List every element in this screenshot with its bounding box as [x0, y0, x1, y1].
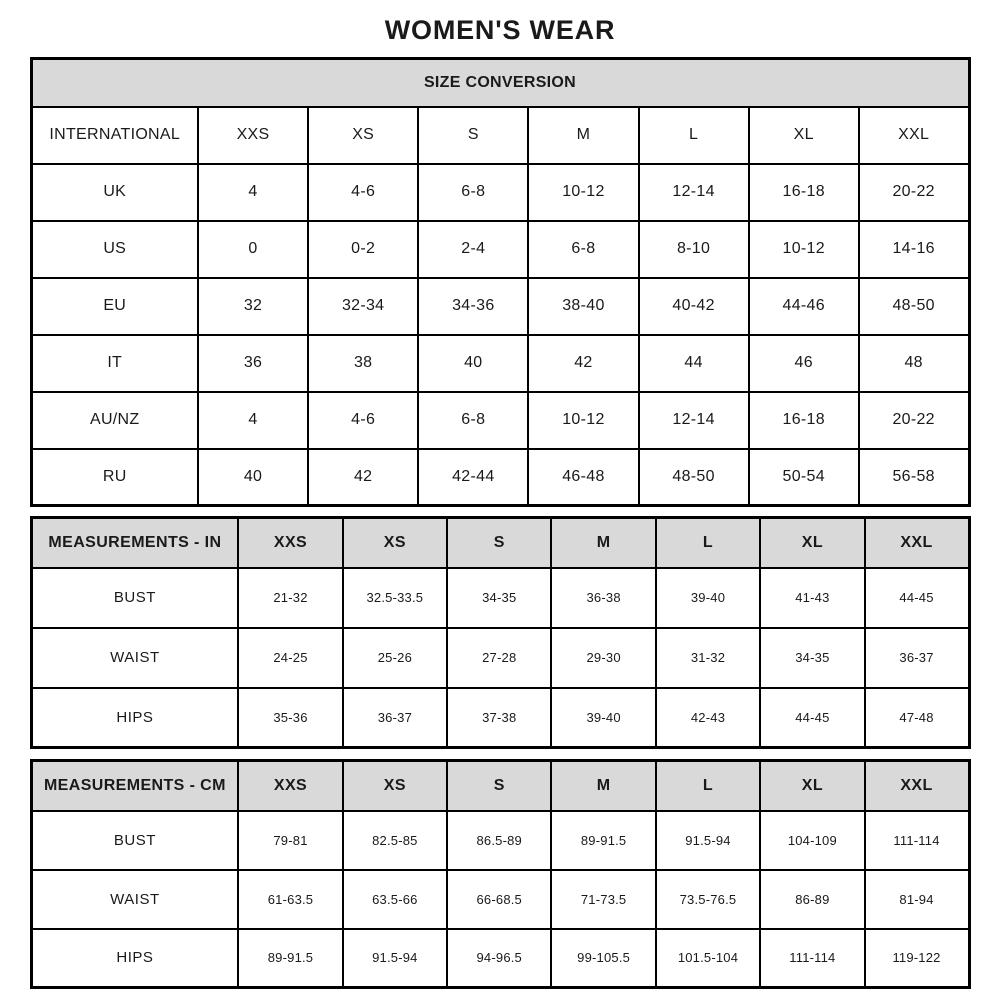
row-label-uk: UK: [31, 164, 198, 221]
conversion-value-cell: 6-8: [418, 392, 528, 449]
row-label-bust: BUST: [31, 568, 238, 628]
row-label-waist: WAIST: [31, 628, 238, 688]
conversion-value-cell: 16-18: [749, 392, 859, 449]
table-row-waist-cm: [31, 870, 969, 929]
measurement-value-cell: 71-73.5: [551, 870, 655, 929]
conversion-value-cell: 40-42: [639, 278, 749, 335]
measurement-value-cell: 41-43: [760, 568, 864, 628]
size-guide-page: [30, 0, 971, 989]
table-row-hips-in: [31, 688, 969, 748]
conversion-value-cell: 4-6: [308, 392, 418, 449]
measurement-value-cell: 39-40: [656, 568, 760, 628]
measurement-value-cell: 91.5-94: [656, 811, 760, 870]
measurements-in-header-row: [31, 518, 969, 568]
size-header-cell: XS: [308, 107, 418, 164]
size-header-cell: XXL: [865, 518, 969, 568]
conversion-value-cell: 42-44: [418, 449, 528, 506]
measurement-value-cell: 31-32: [656, 628, 760, 688]
measurement-value-cell: 27-28: [447, 628, 551, 688]
conversion-value-cell: 32-34: [308, 278, 418, 335]
conversion-value-cell: 20-22: [859, 392, 969, 449]
conversion-value-cell: 10-12: [749, 221, 859, 278]
conversion-value-cell: 46: [749, 335, 859, 392]
conversion-value-cell: 44-46: [749, 278, 859, 335]
table-row-bust-in: [31, 568, 969, 628]
conversion-value-cell: 44: [639, 335, 749, 392]
conversion-value-cell: 14-16: [859, 221, 969, 278]
measurement-value-cell: 79-81: [238, 811, 342, 870]
conversion-value-cell: 4-6: [308, 164, 418, 221]
size-header-cell: XS: [343, 518, 447, 568]
table-row-bust-cm: [31, 811, 969, 870]
row-label-us: US: [31, 221, 198, 278]
page-title: WOMEN'S WEAR: [384, 15, 616, 45]
measurement-value-cell: 34-35: [760, 628, 864, 688]
size-header-cell: XXS: [198, 107, 308, 164]
conversion-value-cell: 38: [308, 335, 418, 392]
table-row-aunz: [31, 392, 969, 449]
measurement-value-cell: 21-32: [238, 568, 342, 628]
size-header-cell: S: [418, 107, 528, 164]
measurement-value-cell: 86.5-89: [447, 811, 551, 870]
measurement-value-cell: 39-40: [551, 688, 655, 748]
measurement-value-cell: 24-25: [238, 628, 342, 688]
measurement-value-cell: 82.5-85: [343, 811, 447, 870]
size-header-cell: XXS: [238, 518, 342, 568]
row-label-aunz: AU/NZ: [31, 392, 198, 449]
row-label-bust: BUST: [31, 811, 238, 870]
measurement-value-cell: 119-122: [865, 929, 969, 988]
conversion-value-cell: 34-36: [418, 278, 528, 335]
row-label-eu: EU: [31, 278, 198, 335]
international-header-row: [31, 107, 969, 164]
row-label-it: IT: [31, 335, 198, 392]
size-header-cell: M: [551, 761, 655, 811]
measurement-value-cell: 44-45: [865, 568, 969, 628]
conversion-value-cell: 48-50: [639, 449, 749, 506]
measurement-value-cell: 66-68.5: [447, 870, 551, 929]
row-label-waist: WAIST: [31, 870, 238, 929]
size-header-cell: XXL: [859, 107, 969, 164]
measurement-value-cell: 63.5-66: [343, 870, 447, 929]
measurement-value-cell: 94-96.5: [447, 929, 551, 988]
measurement-value-cell: 47-48: [865, 688, 969, 748]
conversion-value-cell: 56-58: [859, 449, 969, 506]
conversion-value-cell: 16-18: [749, 164, 859, 221]
conversion-value-cell: 50-54: [749, 449, 859, 506]
measurements-cm-title: MEASUREMENTS - CM: [31, 761, 238, 811]
conversion-value-cell: 6-8: [528, 221, 638, 278]
measurement-value-cell: 35-36: [238, 688, 342, 748]
row-label-international: INTERNATIONAL: [31, 107, 198, 164]
table-row-it: [31, 335, 969, 392]
conversion-value-cell: 12-14: [639, 392, 749, 449]
measurement-value-cell: 101.5-104: [656, 929, 760, 988]
measurement-value-cell: 34-35: [447, 568, 551, 628]
conversion-value-cell: 40: [418, 335, 528, 392]
measurement-value-cell: 86-89: [760, 870, 864, 929]
measurement-value-cell: 32.5-33.5: [343, 568, 447, 628]
measurement-value-cell: 111-114: [865, 811, 969, 870]
conversion-value-cell: 32: [198, 278, 308, 335]
measurement-value-cell: 91.5-94: [343, 929, 447, 988]
measurements-in-table: [30, 516, 971, 749]
size-header-cell: XS: [343, 761, 447, 811]
size-header-cell: L: [639, 107, 749, 164]
conversion-value-cell: 42: [308, 449, 418, 506]
measurement-value-cell: 89-91.5: [238, 929, 342, 988]
table-row-eu: [31, 278, 969, 335]
conversion-value-cell: 40: [198, 449, 308, 506]
measurements-cm-table: [30, 759, 971, 989]
size-header-cell: S: [447, 518, 551, 568]
table-row-us: [31, 221, 969, 278]
measurement-value-cell: 36-38: [551, 568, 655, 628]
size-conversion-table: [30, 57, 971, 507]
table-row-uk: [31, 164, 969, 221]
size-header-cell: M: [528, 107, 638, 164]
size-header-cell: XXS: [238, 761, 342, 811]
conversion-value-cell: 48: [859, 335, 969, 392]
conversion-value-cell: 6-8: [418, 164, 528, 221]
measurement-value-cell: 42-43: [656, 688, 760, 748]
size-header-cell: S: [447, 761, 551, 811]
row-label-ru: RU: [31, 449, 198, 506]
measurement-value-cell: 36-37: [865, 628, 969, 688]
size-header-cell: XL: [760, 761, 864, 811]
conversion-value-cell: 10-12: [528, 392, 638, 449]
measurement-value-cell: 29-30: [551, 628, 655, 688]
measurement-value-cell: 111-114: [760, 929, 864, 988]
table-banner-row: [31, 59, 969, 107]
size-header-cell: L: [656, 518, 760, 568]
conversion-value-cell: 46-48: [528, 449, 638, 506]
table-row-hips-cm: [31, 929, 969, 988]
conversion-value-cell: 20-22: [859, 164, 969, 221]
measurement-value-cell: 99-105.5: [551, 929, 655, 988]
conversion-value-cell: 12-14: [639, 164, 749, 221]
measurement-value-cell: 81-94: [865, 870, 969, 929]
measurements-cm-header-row: [31, 761, 969, 811]
conversion-value-cell: 8-10: [639, 221, 749, 278]
size-header-cell: M: [551, 518, 655, 568]
conversion-value-cell: 0-2: [308, 221, 418, 278]
conversion-value-cell: 36: [198, 335, 308, 392]
conversion-value-cell: 48-50: [859, 278, 969, 335]
measurement-value-cell: 104-109: [760, 811, 864, 870]
measurement-value-cell: 37-38: [447, 688, 551, 748]
conversion-value-cell: 0: [198, 221, 308, 278]
conversion-value-cell: 42: [528, 335, 638, 392]
table-row-waist-in: [31, 628, 969, 688]
measurement-value-cell: 61-63.5: [238, 870, 342, 929]
conversion-value-cell: 2-4: [418, 221, 528, 278]
table-row-ru: [31, 449, 969, 506]
row-label-hips: HIPS: [31, 929, 238, 988]
row-label-hips: HIPS: [31, 688, 238, 748]
measurement-value-cell: 73.5-76.5: [656, 870, 760, 929]
size-conversion-title: SIZE CONVERSION: [31, 59, 969, 107]
conversion-value-cell: 10-12: [528, 164, 638, 221]
measurement-value-cell: 89-91.5: [551, 811, 655, 870]
conversion-value-cell: 38-40: [528, 278, 638, 335]
measurement-value-cell: 36-37: [343, 688, 447, 748]
size-header-cell: XXL: [865, 761, 969, 811]
measurement-value-cell: 25-26: [343, 628, 447, 688]
measurement-value-cell: 44-45: [760, 688, 864, 748]
size-header-cell: XL: [760, 518, 864, 568]
conversion-value-cell: 4: [198, 392, 308, 449]
size-header-cell: L: [656, 761, 760, 811]
measurements-in-title: MEASUREMENTS - IN: [31, 518, 238, 568]
size-header-cell: XL: [749, 107, 859, 164]
conversion-value-cell: 4: [198, 164, 308, 221]
